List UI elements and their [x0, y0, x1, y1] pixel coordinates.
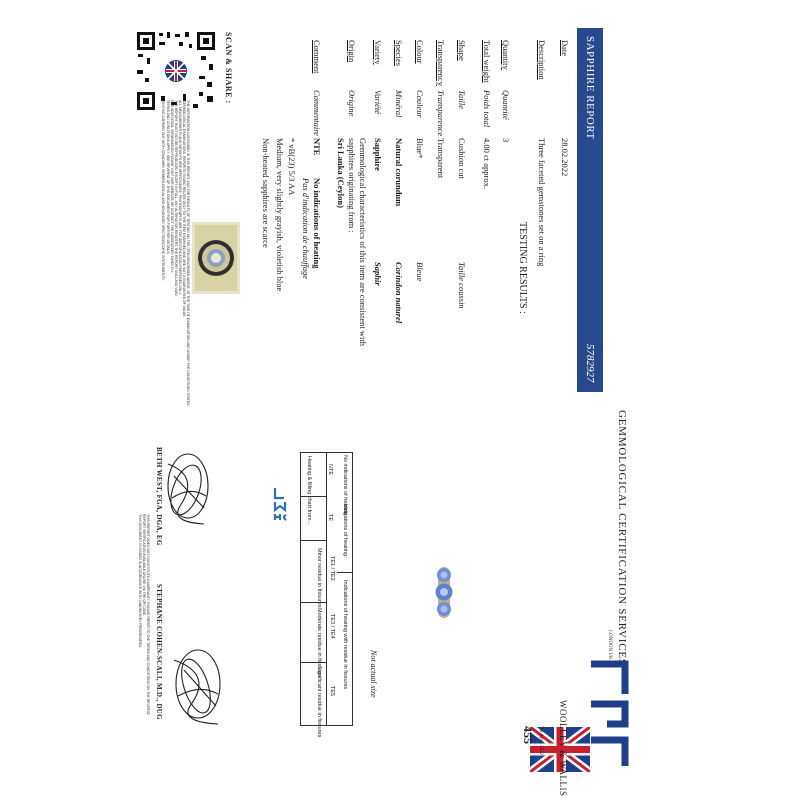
- value-comment: No indications of heating: [312, 178, 322, 269]
- value-transparency: Transparent: [436, 138, 446, 179]
- label-shape: Shape: [457, 40, 467, 61]
- table-col5-top: TE5: [329, 686, 335, 697]
- table-col1-top: No indications of heating: [342, 455, 348, 516]
- report-title: SAPPHIRE REPORT: [584, 36, 596, 140]
- label-total-weight: Total weight: [482, 40, 492, 83]
- heating-indications-table: [300, 452, 352, 738]
- value-origin: Sri Lanka (Ceylon): [336, 138, 346, 208]
- table-col3-code: Minor residue in fissures: [316, 548, 322, 608]
- value-comment-fr: Pas d'indication de chauffage: [301, 178, 311, 280]
- hologram-seal: [192, 222, 240, 294]
- label-transparence: Transparence: [436, 90, 446, 137]
- value-shape: Cushion cut: [457, 138, 467, 179]
- label-species: Species: [394, 40, 404, 66]
- testing-results-heading: TESTING RESULTS :: [517, 222, 528, 314]
- note-color-code: * vB(23) 5/3 AA: [287, 138, 297, 196]
- org-city: LONDON UK: [607, 630, 612, 660]
- table-col3-top: TE1 / TE2: [329, 556, 335, 581]
- label-origin: Origin: [347, 40, 357, 63]
- lower-fine-print: THIS REPORT DOES NOT CONSTITUTE A WARRANTY. PLEASE REFER TO THE TERMS AND CONDITIONS ON THE REVERSE. REPORT VERIFICATION AVAILABLE ONLINE VIA THE QR CODE. THIS DOCUMENT IS ISSUED IN ACCORDANCE WITH LABORATORY PROCEDURES.: [137, 514, 150, 716]
- table-col2-top: Indications of heating: [342, 504, 348, 556]
- value-shape-fr: Taille coussin: [457, 262, 467, 309]
- label-variete: Variété: [373, 90, 383, 115]
- value-total-weight: 4.00 ct approx.: [482, 138, 492, 189]
- table-col2-code: TE: [327, 514, 333, 522]
- value-description: Three faceted gemstones set on a ring: [537, 138, 547, 267]
- value-comment-code: NTE: [312, 138, 322, 156]
- table-header: Indications of heating with residue in fissures: [342, 580, 348, 690]
- org-name: GEMMOLOGICAL CERTIFICATION SERVICES: [616, 410, 628, 666]
- value-date: 28.02.2022: [560, 138, 570, 177]
- table-col5-code: Significant residue in fissures: [316, 666, 322, 738]
- uk-flag-icon: [165, 60, 187, 82]
- label-colour: Colour: [415, 40, 425, 64]
- label-quantite: Quantité: [501, 90, 511, 120]
- gemstone-ring-photo: [430, 565, 458, 620]
- value-origin-line1: Gemmological characteristics of this item are consistent with: [358, 138, 368, 346]
- table-col4-top: TE3 / TE4: [329, 614, 335, 639]
- value-species-fr: Corindon naturel: [394, 262, 404, 324]
- label-origine: Origine: [347, 90, 357, 117]
- label-description: Description: [537, 40, 547, 80]
- label-mineral: Minéral: [394, 90, 404, 118]
- report-number: 5782927: [584, 344, 596, 383]
- note-color-desc: Medium, very slightly grayish, violetish blue: [275, 138, 285, 292]
- value-variety: Sapphire: [373, 138, 383, 171]
- reference-number: 455: [521, 726, 535, 744]
- note-rarity: Non-heated sapphires are scarce: [261, 138, 271, 248]
- value-species: Natural corundum: [394, 138, 404, 207]
- table-footer: Heating & filling chart from...: [306, 456, 312, 526]
- label-comment: Comment: [312, 40, 322, 74]
- date-small: 7th April 2022: [538, 726, 543, 756]
- table-col1-code: NTE: [327, 464, 333, 475]
- disclaimer-text: THE INFORMATION CONTAINED IN THIS REPORT AND THE RESULTS OF TESTING ON THE ITEM DESCRIBED ABOVE, AT THE TIME OF EXAMINATION AND UNDER THE CONDITIONS STATED. GEMMOLOGICAL EXAMINATIONS. REPORTS ISSUED RELATE ONLY TO THE ITEM EXAMINED AND ARE NOT A GUARANTEE OF VALUE. ALL MEASUREMENTS AND WEIGHTS ARE APPROXIMATE. PHOTOGRAPHS ARE FOR IDENTIFICATION PURPOSES ONLY. THE REPORT MUST NOT BE REPRODUCED EXCEPT IN FULL. ANY ALTERATION RENDERS THE REPORT NULL AND VOID. FOR ADDITIONAL INFORMATION PLEASE VISIT OUR WEBSITE OR CONTACT THE LABORATORY DIRECTLY. TERMS AND CONDITIONS APPLY. SEE REVERSE OF THIS DOCUMENT FOR FURTHER DETAILS. TESTING CARRIED OUT WITH STANDARD GEMMOLOGICAL AND ADVANCED SPECTROSCOPIC INSTRUMENTS.: [161, 100, 190, 407]
- signature-beth-west: [160, 446, 214, 542]
- table-col4-code: Moderate residue in fissures: [316, 608, 322, 678]
- scan-share-label: SCAN & SHARE :: [224, 32, 233, 104]
- signatory-1: BETH WEST, FGA, DGA, EG: [155, 447, 163, 546]
- report-title-bar: [577, 28, 603, 392]
- label-poids-total: Poids total: [482, 90, 492, 128]
- value-colour-fr: Bleue: [415, 262, 425, 282]
- value-colour: Blue*: [415, 138, 425, 159]
- label-couleur: Couleur: [415, 90, 425, 118]
- label-date: Date: [560, 40, 570, 57]
- label-commentaire: Commentaire: [312, 90, 322, 136]
- label-quantity: Quantity: [501, 40, 511, 70]
- not-actual-size: Not actual size: [369, 650, 378, 698]
- signature-stephane: [168, 640, 226, 738]
- label-taille: Taille: [457, 90, 467, 110]
- lmhc-logo: [272, 484, 296, 524]
- signatory-2: STEPHANE COHEN-SCALI, M.D., DUG: [155, 584, 163, 720]
- value-origin-line2: sapphires originating from :: [347, 138, 357, 233]
- value-quantity: 3: [501, 138, 511, 143]
- gcs-logo: [585, 660, 633, 772]
- label-transparency: Transparency: [436, 40, 446, 86]
- label-variety: Variety: [373, 40, 383, 65]
- value-variety-fr: Saphir: [373, 262, 383, 286]
- partner-name: WOOLLEY & WALLIS: [558, 700, 568, 797]
